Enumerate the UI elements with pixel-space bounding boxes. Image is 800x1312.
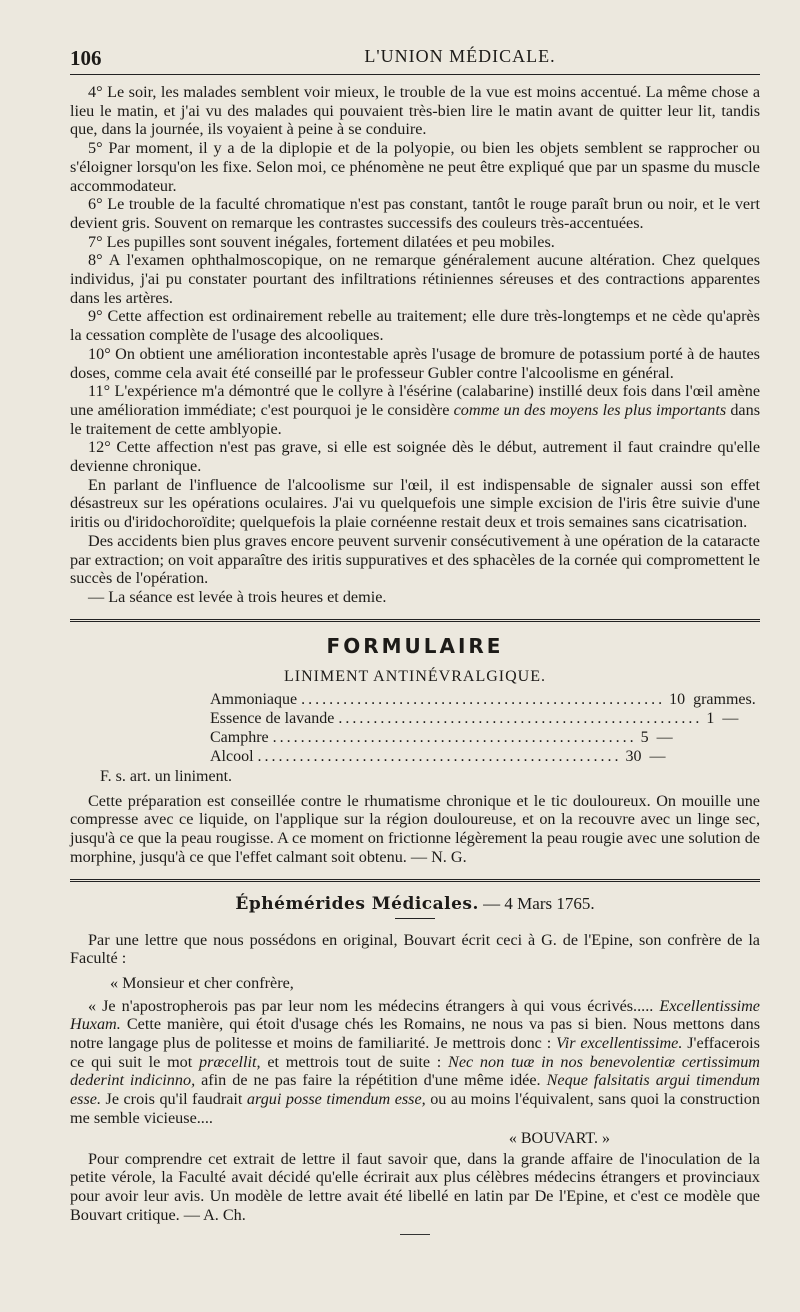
ephemerides-date: — 4 Mars 1765. <box>478 893 595 913</box>
emphasis: Neque falsitatis argui timendum esse. <box>70 1071 760 1109</box>
paragraph-9: 9° Cette affection est ordinairement rebelle au traitement; elle dure très-longtemps et ne cède qu'après la cessation complète de l'usage des alcooliques. <box>70 307 760 345</box>
short-rule <box>395 918 435 919</box>
paragraph-15: — La séance est levée à trois heures et demie. <box>88 587 387 606</box>
signature: « BOUVART. » <box>508 1129 610 1147</box>
section-divider <box>70 619 760 622</box>
ingredient-name: Ammoniaque <box>210 690 298 708</box>
ingredient-unit: — <box>656 728 673 746</box>
recipe-title: LINIMENT ANTINÉVRALGIQUE. <box>284 667 546 685</box>
ingredient-list <box>210 690 756 766</box>
emphasis: præcellit, <box>199 1052 261 1071</box>
emphasis: Nec non tuæ in nos benevolentiæ certissimum dederint indicinno, <box>70 1052 760 1090</box>
paragraph-12: 12° Cette affection n'est pas grave, si elle est soignée dès le début, autrement il faut craindre qu'elle devienne chronique. <box>70 438 760 476</box>
salutation: « Monsieur et cher confrère, <box>110 973 294 992</box>
leader-dots: .................................................... <box>301 690 666 708</box>
ingredient-row <box>210 709 739 728</box>
ingredient-row <box>210 690 756 709</box>
usage-paragraph: Cette préparation est conseillée contre le rhumatisme chronique et le tic douloureux. On mouille une compresse avec ce liquide, on l'applique sur la région douloureuse, et on la recouvre avec un linge sec, jusqu'à ce que la peau rougisse. A ce moment on frictionne légèrement la peau rougie avec une solution de morphine, jusqu'à ce que l'effet calmant soit obtenu. — N. G. <box>70 791 760 866</box>
ingredient-name: Alcool <box>210 747 254 765</box>
letter-body: « Je n'apostropherois pas par leur nom les médecins étrangers à qui vous écrivés..... Excellentissime Huxam. Cette manière, qui étoit d'usage chés les Romains, ne nous va pas si bien. Nous mettons dans notre langage plus de politesse et moins de familiarité. Je mettrois donc : Vir excellentissime. J'effacerois ce qui suit le mot præcellit, et mettrois tout de suite : Nec non tuæ in nos benevolentiæ certissimum dederint indicinno, afin de ne pas faire la répétition d'une même idée. Neque falsitatis argui timendum esse. Je crois qu'il faudrait argui posse timendum esse, ou au moins l'équivalent, sans quoi la construction me semble vicieuse.... <box>70 996 760 1127</box>
leader-dots: .................................................... <box>257 747 622 765</box>
paragraph-5: 5° Par moment, il y a de la diplopie et de la polyopie, ou bien les objets semblent se rapprocher ou s'éloigner lorsqu'on les fixe. Selon moi, ce phénomène ne peut être expliqué que par un spasme du muscle accommodateur. <box>70 139 760 195</box>
intro-paragraph: Par une lettre que nous possédons en original, Bouvart écrit ceci à G. de l'Epine, son confrère de la Faculté : <box>70 930 760 968</box>
footer-rule <box>400 1234 430 1235</box>
ingredient-name: Essence de lavande <box>210 709 335 727</box>
ingredient-qty: 10 <box>669 690 686 708</box>
emphasis: comme un des moyens les plus importants <box>453 400 727 419</box>
ephemerides-heading: Éphémérides Médicales. <box>235 893 479 914</box>
ingredient-qty: 5 <box>640 728 649 746</box>
page-header <box>70 40 760 74</box>
ingredient-row <box>210 747 666 766</box>
emphasis: Vir excellentissime. <box>556 1034 683 1053</box>
emphasis: argui posse timendum esse, <box>246 1090 426 1109</box>
paragraph-14: Des accidents bien plus graves encore peuvent survenir consécutivement à une opération de la cataracte par extraction; on voit apparaître des iritis suppuratives et des sphacèles de la cornée qui compromettent le succès de l'opération. <box>70 531 760 588</box>
running-title: L'UNION MÉDICALE. <box>364 46 556 66</box>
ephemerides-title <box>70 894 760 914</box>
leader-dots: .................................................... <box>338 709 703 727</box>
ingredient-qty: 1 <box>706 709 715 727</box>
preparation-note: F. s. art. un liniment. <box>100 767 233 785</box>
paragraph-6: 6° Le trouble de la faculté chromatique n'est pas constant, tantôt le rouge paraît brun ou noir, et le vert devient gris. Souvent on remarque les contrastes successifs des couleurs très-accentuées. <box>70 195 760 232</box>
header-rule <box>70 74 760 75</box>
ingredient-qty: 30 <box>625 747 642 765</box>
paragraph-13: En parlant de l'influence de l'alcoolisme sur l'œil, il est indispensable de signaler aussi son effet désastreux sur les opérations oculaires. J'ai vu quelquefois une simple excision de l'iris être suivie d'une iritis ou d'iridochoroïdite; quelquefois la plaie cornéenne restait deux et trois semaines sans cicatrisation. <box>70 475 760 532</box>
ingredient-row <box>210 728 673 747</box>
outro-paragraph: Pour comprendre cet extrait de lettre il faut savoir que, dans la grande affaire de l'inoculation de la petite vérole, la Faculté avait décidé qu'elle écrirait aux plus célèbres médecins étrangers et provinciaux pour avoir leur avis. Un modèle de lettre avait été libellé en latin par De l'Epine, et c'est ce modèle que Bouvart critique. — A. Ch. <box>70 1149 760 1224</box>
paragraph-4: 4° Le soir, les malades semblent voir mieux, le trouble de la vue est moins accentué. La même chose a lieu le matin, et j'ai vu des malades qui pouvaient très-bien lire le matin avant de quitter leur lit, tandis que, dans la journée, ils voyaient à peine à se conduire. <box>70 83 760 139</box>
section-divider <box>70 879 760 882</box>
page-number: 106 <box>70 46 102 70</box>
paragraph-8: 8° A l'examen ophthalmoscopique, on ne remarque généralement aucune altération. Chez quelques individus, j'ai pu constater pourtant des infiltrations rétiniennes séreuses et des contractions apparentes dans les artères. <box>70 251 760 307</box>
ingredient-unit: grammes. <box>693 690 756 708</box>
paragraph-11: 11° L'expérience m'a démontré que le collyre à l'ésérine (calabarine) instillé deux fois dans l'œil amène une amélioration immédiate; c'est pourquoi je le considère comme un des moyens les plus importants dans le traitement de cette amblyopie. <box>70 382 761 438</box>
ephemerides-section <box>70 894 760 1225</box>
ingredient-name: Camphre <box>210 728 269 746</box>
leader-dots: .................................................... <box>272 728 637 746</box>
paragraph-10: 10° On obtient une amélioration incontestable après l'usage de bromure de potassium porté à de hautes doses, comme cela avait été conseillé par le professeur Gubler contre l'alcoolisme en général. <box>70 344 760 382</box>
paragraph-7: 7° Les pupilles sont souvent inégales, fortement dilatées et peu mobiles. <box>88 232 555 251</box>
report-section <box>70 83 760 607</box>
ingredient-unit: — <box>649 747 666 765</box>
ingredient-unit: — <box>722 709 739 727</box>
emphasis: Excellentissime Huxam. <box>70 996 760 1034</box>
section-title: FORMULAIRE <box>326 633 504 658</box>
formulaire-section <box>70 634 760 867</box>
